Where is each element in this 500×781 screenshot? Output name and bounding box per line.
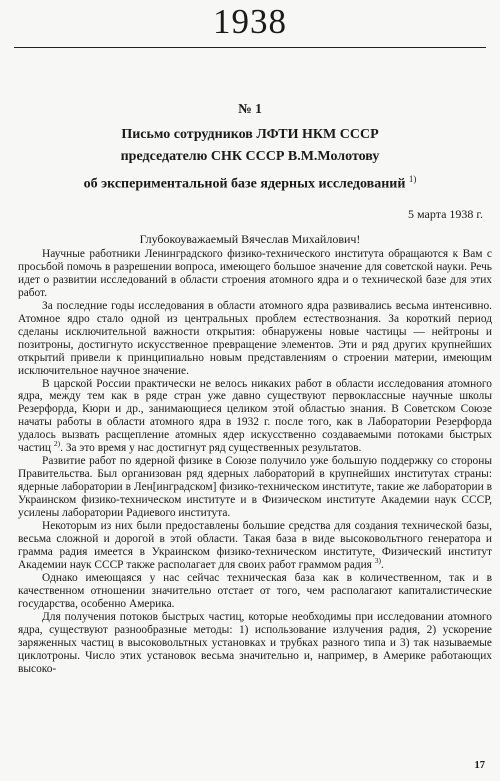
paragraph-text-tail: . За это время у нас достигнут ряд существенных результатов. [60,442,362,455]
title-line-2: председателю СНК СССР В.М.Молотову [120,149,380,164]
title-line-1: Письмо сотрудников ЛФТИ НКМ СССР [121,127,379,142]
title-line-3 [0,168,500,196]
footnote-ref-3[interactable]: 3) [374,556,382,566]
letter-date: 5 марта 1938 г. [408,207,483,221]
letter-body [18,248,492,675]
paragraph-6 [18,572,492,611]
paragraph-3 [18,378,492,456]
paragraph-1 [18,248,492,300]
paragraph-text: Некоторым из них были предоставлены большие средства для создания технической базы, весьма сложной и дорогой в этой области. Такая база в виде высоковольтного генератора и грамма радия имеется в Украинском физико-техническом институте, Физический институт Академии наук СССР также располагает для своих работ граммом радия [18,520,492,571]
title-line-3-text: об экспериментальной базе ядерных исследований [83,176,406,192]
header-divider [14,47,486,48]
paragraph-text: За последние годы исследования в области атомного ядра развивались весьма интенсивно. Атомное ядро стало одной из центральных проблем естествознания. За короткий период сделаны исключительной важности открытия: обнаружены новые частицы — нейтроны и позитроны, достигнуто искусственное превращение элементов. Эти и ряд других крупнейших открытий привели к принципиально новым представлениям о строении материи, имеющим исключительное научное значение. [18,299,492,377]
paragraph-text: Для получения потоков быстрых частиц, которые необходимы при исследовании атомного ядра, существуют разнообразные методы: 1) использование излучения радия, 2) ускорение заряженных частиц в высоковольтных установках и трубках разного типа и 3) так называемые циклотроны. Число этих установок весьма значительно и, например, в Америке работающих высоко- [18,610,492,675]
paragraph-7 [18,611,492,676]
page-number: 17 [474,760,485,771]
paragraph-text-tail: . [381,558,384,571]
paragraph-5 [18,520,492,572]
paragraph-text: В царской России практически не велось никаких работ в области исследования атомного ядра, между тем как в ряде стран уже давно существуют первоклассные научные школы Резерфорда, Кюри и др., занимающиеся целиком этой областью знания. В Советском Союзе начаты работы в области атомного ядра в 1932 г. после того, как в Лаборатории Резерфорда удалось вызвать расщепление атомных ядер искусственно создаваемыми потоками быстрых частиц [18,377,492,455]
paragraph-2 [18,300,492,378]
paragraph-text: Однако имеющаяся у нас сейчас техническая база как в количественном, так и в качественном отношении значительно отстает от того, чем располагают капиталистические государства, особенно Америка. [18,571,492,610]
document-number: № 1 [238,101,262,116]
document-title [0,124,500,196]
paragraph-text: Научные работники Ленинградского физико-технического института обращаются к Вам с просьбой помочь в разрешении вопроса, имеющего большое значение для советской науки. Речь идет о развитии исследований в области строения атомного ядра и о технической базе для этих работ. [18,248,492,299]
page-header-year: 1938 [213,2,287,41]
footnote-ref-2[interactable]: 2) [53,439,61,449]
title-footnote-ref[interactable]: 1) [408,174,417,184]
paragraph-4 [18,455,492,520]
salutation: Глубокоуважаемый Вячеслав Михайлович! [139,232,361,246]
paragraph-text: Развитие работ по ядерной физике в Союзе получило уже большую поддержку со стороны Правительства. Был организован ряд ядерных лабораторий в крупнейших институтах страны: ядерные лаборатории в Лен[инградском] физико-техническом институте, такие же лаборатории в Украинском физико-техническом институте и в Физическом институте Академии наук СССР, усилены лаборатории Радиевого института. [18,455,492,520]
